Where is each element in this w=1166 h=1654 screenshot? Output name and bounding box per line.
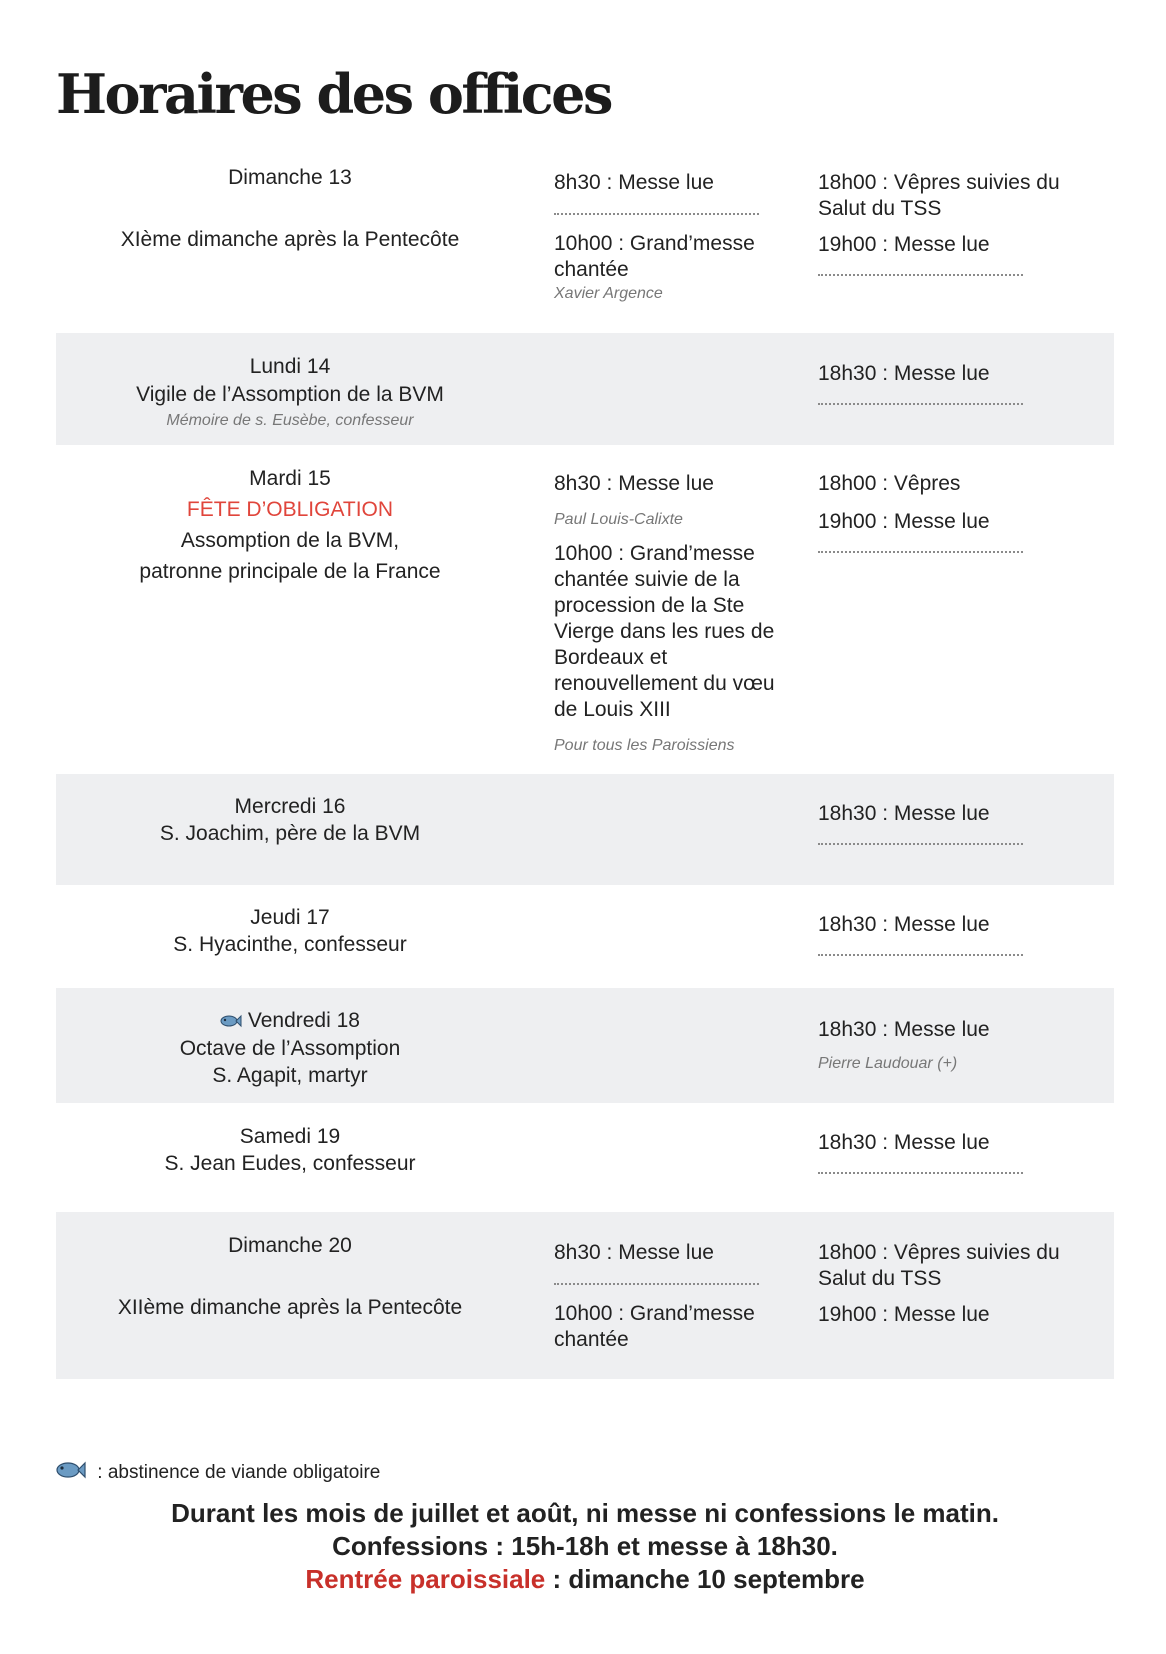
day-row-lundi-14 — [56, 333, 1114, 445]
feast-name: patronne principale de la France — [139, 560, 441, 583]
dotted-separator — [554, 1283, 759, 1285]
feast-name: S. Hyacinthe, confesseur — [173, 933, 407, 956]
office-entry: 19h00 : Messe lue — [818, 233, 990, 256]
day-name: Samedi 19 — [239, 1125, 341, 1148]
day-name: Jeudi 17 — [250, 906, 330, 929]
office-entry: 8h30 : Messe lue — [554, 1241, 714, 1264]
day-row-jeudi-17 — [56, 885, 1114, 988]
day-row-mardi-15 — [56, 445, 1114, 774]
feast-name: XIIème dimanche après la Pentecôte — [117, 1296, 463, 1319]
footer-line: Confessions : 15h-18h et messe à 18h30. — [332, 1531, 838, 1561]
office-entry: 18h00 : Vêpres suivies du Salut du TSS — [818, 1241, 1060, 1290]
mass-intention: Paul Louis-Calixte — [554, 511, 683, 528]
mass-intention: Pour tous les Paroissiens — [554, 737, 735, 754]
dotted-separator — [818, 551, 1023, 553]
office-entry: 18h30 : Messe lue — [818, 1018, 990, 1041]
office-entry: 18h30 : Messe lue — [818, 362, 990, 385]
office-entry: 19h00 : Messe lue — [818, 510, 990, 533]
footer-line: Durant les mois de juillet et août, ni messe ni confessions le matin. — [171, 1498, 999, 1528]
feast-name: S. Agapit, martyr — [212, 1063, 368, 1087]
legend-text: : abstinence de viande obligatoire — [97, 1462, 381, 1484]
office-entry: 10h00 : Grand’messe chantée — [554, 232, 755, 281]
page-title: Horaires des offices — [56, 62, 611, 126]
footer-notice — [56, 1497, 1114, 1596]
day-row-samedi-19 — [56, 1103, 1114, 1212]
legend — [56, 1460, 380, 1486]
feast-name: Octave de l’Assomption — [179, 1036, 401, 1060]
office-entry: 18h30 : Messe lue — [818, 1131, 990, 1154]
day-row-mercredi-16 — [56, 774, 1114, 885]
commemoration-note: Mémoire de s. Eusèbe, confesseur — [166, 412, 414, 429]
office-entry: 18h30 : Messe lue — [818, 913, 990, 936]
office-entry: 18h00 : Vêpres — [818, 472, 961, 495]
dotted-separator — [818, 843, 1023, 845]
dotted-separator — [818, 274, 1023, 276]
fish-icon — [220, 1008, 242, 1035]
day-name-line — [56, 1007, 524, 1035]
office-entry: 18h30 : Messe lue — [818, 802, 990, 825]
dotted-separator — [554, 213, 759, 215]
day-row-vendredi-18 — [56, 988, 1114, 1103]
dotted-separator — [818, 1172, 1023, 1174]
mass-intention: Xavier Argence — [554, 285, 663, 302]
day-row-dimanche-20 — [56, 1212, 1114, 1379]
feast-name: Vigile de l’Assomption de la BVM — [136, 383, 444, 406]
day-name: Lundi 14 — [249, 355, 331, 378]
feast-name: XIème dimanche après la Pentecôte — [120, 228, 460, 251]
dotted-separator — [818, 954, 1023, 956]
office-entry: 18h00 : Vêpres suivies du Salut du TSS — [818, 171, 1060, 220]
rentree-date: : dimanche 10 septembre — [545, 1564, 865, 1594]
day-name: Dimanche 20 — [228, 1234, 352, 1257]
office-entry: 19h00 : Messe lue — [818, 1303, 990, 1326]
mass-intention: Pierre Laudouar (+) — [818, 1055, 958, 1072]
day-row-dimanche-13 — [56, 150, 1114, 333]
feast-name: S. Jean Eudes, confesseur — [164, 1152, 416, 1175]
office-entry: 8h30 : Messe lue — [554, 171, 714, 194]
day-name: Mercredi 16 — [234, 795, 346, 818]
day-name: Dimanche 13 — [228, 166, 352, 189]
dotted-separator — [818, 403, 1023, 405]
fish-icon — [56, 1460, 86, 1486]
office-entry: 10h00 : Grand’messe chantée — [554, 1302, 755, 1351]
feast-name: S. Joachim, père de la BVM — [159, 822, 421, 845]
feast-name: Assomption de la BVM, — [180, 529, 400, 552]
day-name: Vendredi 18 — [247, 1009, 360, 1032]
day-name: Mardi 15 — [249, 467, 331, 490]
office-entry: 8h30 : Messe lue — [554, 472, 714, 495]
rentree-label: Rentrée paroissiale — [305, 1564, 546, 1594]
obligation-label: FÊTE D’OBLIGATION — [186, 498, 394, 521]
footer-line-rentree — [56, 1563, 1114, 1596]
office-entry: 10h00 : Grand’messe chantée suivie de la procession de la Ste Vierge dans les rues de Bordeaux et renouvellement du vœu de Louis XIII — [554, 542, 775, 721]
